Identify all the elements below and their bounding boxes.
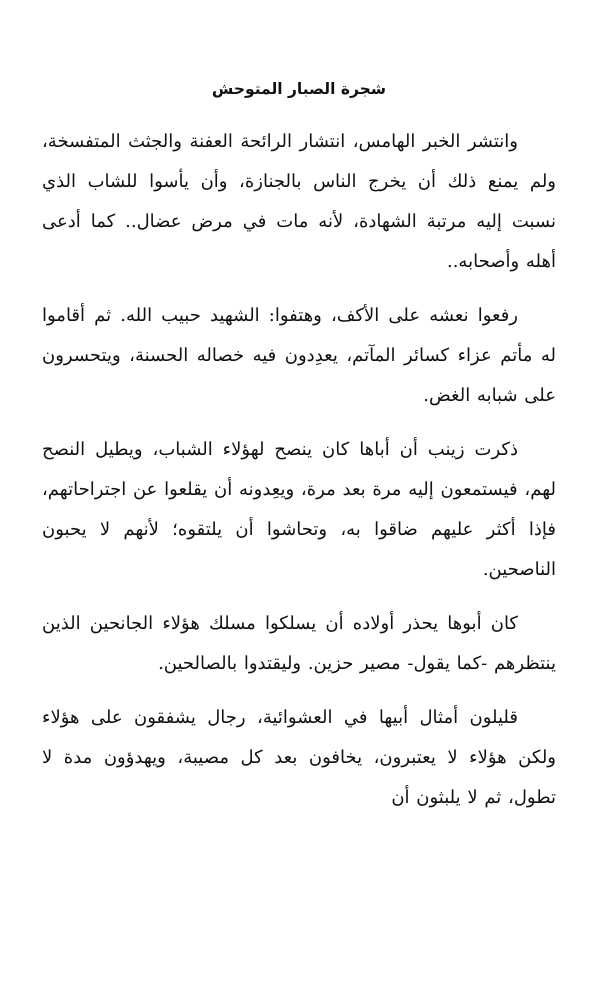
paragraph-3: ذكرت زينب أن أباها كان ينصح لهؤلاء الشباب، ويطيل النصح لهم، فيستمعون إليه مرة بعد مرة، ويعِدونه أن يقلعوا عن اجتراحاتهم، فإذا أكثر عليهم ضاقوا به، وتحاشوا أن يلتقوه؛ لأنهم لا يحبون الناصحين. — [42, 439, 556, 580]
paragraph-5: قليلون أمثال أبيها في العشوائية، رجال يشفقون على هؤلاء ولكن هؤلاء لا يعتبرون، يخافون بعد كل مصيبة، ويهدؤون مدة لا تطول، ثم لا يلبثون أن — [42, 707, 556, 808]
paragraph-1: وانتشر الخبر الهامس، انتشار الرائحة العفنة والجثث المتفسخة، ولم يمنع ذلك أن يخرج الناس بالجنازة، وأن يأسوا للشاب الذي نسبت إليه مرتبة الشهادة، لأنه مات في مرض عضال.. كما أدعى أهله وأصحابه.. — [42, 131, 556, 272]
page-title: شجرة الصبار المتوحش — [211, 80, 387, 98]
paragraph-4: كان أبوها يحذر أولاده أن يسلكوا مسلك هؤلاء الجانحين الذين ينتظرهم -كما يقول- مصير حزين. وليقتدوا بالصالحين. — [42, 613, 556, 674]
paragraph-2: رفعوا نعشه على الأكف، وهتفوا: الشهيد حبيب الله. ثم أقاموا له مأتم عزاء كسائر المآتم، يعدِدون فيه خصاله الحسنة، ويتحسرون على شبابه الغض. — [42, 305, 556, 406]
